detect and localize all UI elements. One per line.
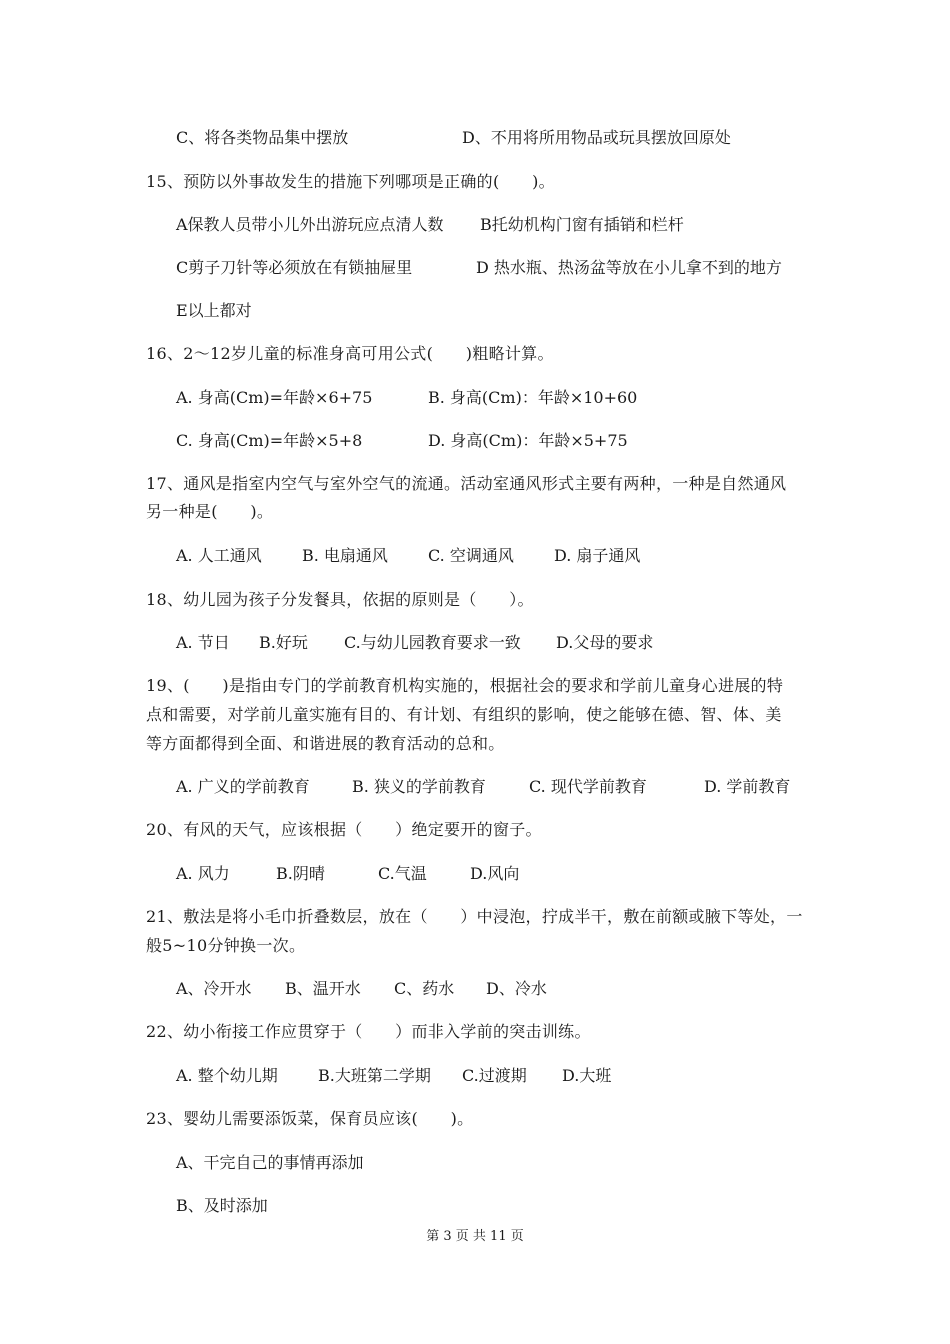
- q14-option-c: C、将各类物品集中摆放: [176, 128, 349, 147]
- q15-stem: 15、预防以外事故发生的措施下列哪项是正确的( )。: [146, 172, 555, 191]
- q21-option-d: D、冷水: [486, 979, 547, 998]
- q23-stem: 23、婴幼儿需要添饭菜，保育员应该( )。: [146, 1109, 474, 1128]
- q21-stem-line-1: 21、敷法是将小毛巾折叠数层，放在（ ）中浸泡，拧成半干，敷在前额或腋下等处，一: [146, 907, 803, 926]
- q16-option-d: D. 身高(Cm)：年龄×5+75: [428, 431, 628, 450]
- q16-stem: 16、2～12岁儿童的标准身高可用公式( )粗略计算。: [146, 344, 554, 363]
- q23-option-b: B、及时添加: [176, 1196, 268, 1215]
- q17-stem-line-2: 另一种是( )。: [146, 502, 274, 521]
- q19-option-b: B. 狭义的学前教育: [352, 777, 486, 796]
- q17-option-d: D. 扇子通风: [554, 546, 641, 565]
- q18-option-c: C.与幼儿园教育要求一致: [344, 633, 521, 652]
- q20-stem: 20、有风的天气，应该根据（ ）绝定要开的窗子。: [146, 820, 542, 839]
- q20-option-b: B.阴晴: [276, 864, 325, 883]
- q16-option-b: B. 身高(Cm)：年龄×10+60: [428, 388, 638, 407]
- q18-stem: 18、幼儿园为孩子分发餐具，依据的原则是（ ）。: [146, 590, 534, 609]
- q19-option-c: C. 现代学前教育: [529, 777, 647, 796]
- q15-option-d: D 热水瓶、热汤盆等放在小儿拿不到的地方: [476, 258, 782, 277]
- q20-option-a: A. 风力: [176, 864, 230, 883]
- q18-option-b: B.好玩: [259, 633, 308, 652]
- q22-option-a: A. 整个幼儿期: [176, 1066, 278, 1085]
- q17-stem-line-1: 17、通风是指室内空气与室外空气的流通。活动室通风形式主要有两种，一种是自然通风: [146, 474, 787, 493]
- q19-option-a: A. 广义的学前教育: [176, 777, 310, 796]
- q15-option-e: E以上都对: [176, 301, 252, 320]
- q17-option-c: C. 空调通风: [428, 546, 514, 565]
- q21-stem-line-2: 般5~10分钟换一次。: [146, 936, 306, 955]
- q22-stem: 22、幼小衔接工作应贯穿于（ ）而非入学前的突击训练。: [146, 1022, 591, 1041]
- q19-option-d: D. 学前教育: [704, 777, 791, 796]
- q19-stem-line-2: 点和需要，对学前儿童实施有目的、有计划、有组织的影响，使之能够在德、智、体、美: [146, 705, 782, 724]
- q21-option-b: B、温开水: [285, 979, 361, 998]
- q17-option-a: A. 人工通风: [176, 546, 262, 565]
- q16-option-c: C. 身高(Cm)=年龄×5+8: [176, 431, 363, 450]
- q15-option-a: A保教人员带小儿外出游玩应点清人数: [176, 215, 444, 234]
- q19-stem-line-1: 19、( )是指由专门的学前教育机构实施的，根据社会的要求和学前儿童身心进展的特: [146, 676, 784, 695]
- q20-option-c: C.气温: [378, 864, 427, 883]
- q21-option-a: A、冷开水: [176, 979, 252, 998]
- q17-option-b: B. 电扇通风: [302, 546, 388, 565]
- q14-option-d: D、不用将所用物品或玩具摆放回原处: [462, 128, 731, 147]
- q15-option-c: C剪子刀针等必须放在有锁抽屉里: [176, 258, 413, 277]
- q22-option-d: D.大班: [562, 1066, 612, 1085]
- q21-option-c: C、药水: [394, 979, 455, 998]
- q18-option-d: D.父母的要求: [556, 633, 654, 652]
- q22-option-c: C.过渡期: [462, 1066, 527, 1085]
- q18-option-a: A. 节日: [176, 633, 230, 652]
- q22-option-b: B.大班第二学期: [318, 1066, 431, 1085]
- page-footer: 第 3 页 共 11 页: [426, 1229, 524, 1244]
- q23-option-a: A、干完自己的事情再添加: [176, 1153, 364, 1172]
- q15-option-b: B托幼机构门窗有插销和栏杆: [480, 215, 684, 234]
- q19-stem-line-3: 等方面都得到全面、和谐进展的教育活动的总和。: [146, 734, 505, 753]
- q16-option-a: A. 身高(Cm)=年龄×6+75: [176, 388, 373, 407]
- q20-option-d: D.风向: [470, 864, 520, 883]
